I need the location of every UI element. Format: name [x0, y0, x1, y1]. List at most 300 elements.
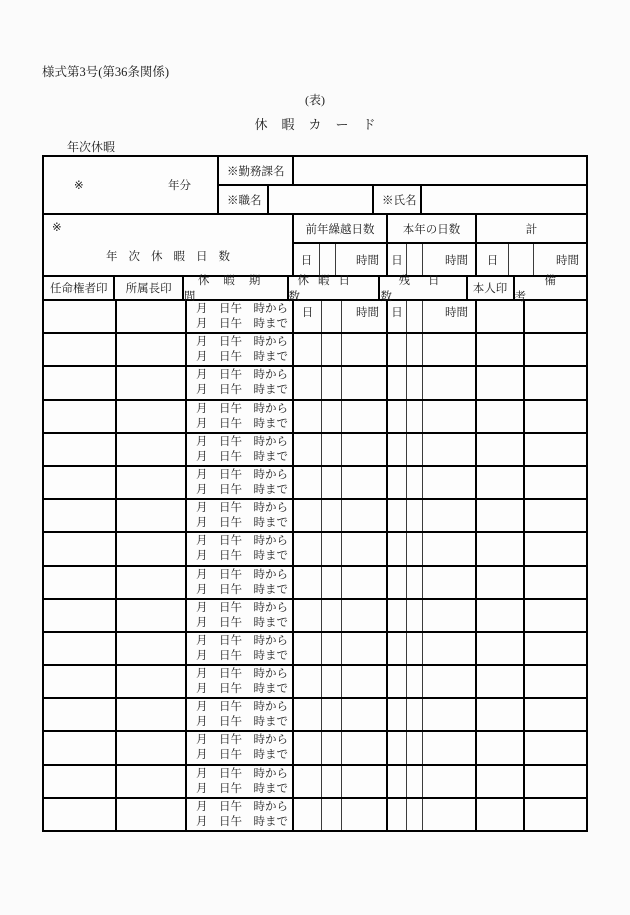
carryover-header: 前年繰越日数 [294, 215, 386, 244]
appointer-seal-cell [44, 799, 117, 830]
period-cell [187, 633, 294, 664]
remaining-day-cell [388, 699, 407, 730]
remaining-cell-group [388, 666, 477, 697]
days-mid-cell [322, 334, 342, 365]
annual-leave-days-cell [44, 215, 294, 275]
days-cell-group [294, 666, 388, 697]
period-to: 月 日午 時まで [196, 483, 288, 496]
remarks-cell [525, 401, 586, 432]
year-suffix: 年分 [168, 180, 191, 192]
period-to: 月 日午 時まで [196, 351, 288, 364]
carryover-value-cell [320, 244, 336, 275]
remarks-cell [525, 799, 586, 830]
identity-right [219, 157, 586, 213]
period-cell [187, 500, 294, 531]
remaining-hour-cell [423, 600, 475, 631]
leave-row [44, 766, 586, 799]
period-from: 月 日午 時から [196, 734, 288, 747]
period-cell [187, 567, 294, 598]
period-from: 月 日午 時から [196, 303, 288, 315]
days-cell-group [294, 567, 388, 598]
remaining-day-cell [388, 367, 407, 398]
remarks-cell [525, 600, 586, 631]
work-section-row [219, 157, 586, 186]
period-header: 休暇期間 [184, 277, 289, 299]
work-section-label: ※勤務課名 [219, 157, 294, 184]
days-hour-cell [342, 467, 386, 498]
remaining-mid-cell [407, 334, 423, 365]
days-mid-cell [322, 401, 342, 432]
days-hour-cell [342, 434, 386, 465]
carryover-hour-label: 時間 [356, 254, 379, 267]
remarks-cell [525, 334, 586, 365]
remaining-day-cell [388, 334, 407, 365]
remaining-hour-cell [423, 732, 475, 763]
period-from: 月 日午 時から [196, 402, 288, 415]
leave-row [44, 699, 586, 732]
appointer-seal-cell [44, 600, 117, 631]
days-mid-cell [322, 766, 342, 797]
personal-seal-cell [477, 301, 525, 332]
remaining-hour-cell [423, 401, 475, 432]
days-day-cell [294, 567, 322, 598]
remaining-cell-group [388, 600, 477, 631]
appointer-seal-cell [44, 467, 117, 498]
remarks-cell [525, 467, 586, 498]
job-name-row [219, 186, 586, 213]
period-from: 月 日午 時から [196, 601, 288, 614]
days-hour-cell [342, 401, 386, 432]
days-mid-cell [322, 732, 342, 763]
period-to: 月 日午 時まで [196, 649, 288, 662]
days-hour-cell [342, 367, 386, 398]
days-hour-cell [342, 799, 386, 830]
period-cell [187, 732, 294, 763]
days-cell-group [294, 301, 388, 332]
day-unit-label: 日 [301, 307, 314, 319]
remaining-mid-cell [407, 567, 423, 598]
remaining-cell-group [388, 699, 477, 730]
remarks-cell [525, 732, 586, 763]
days-day-cell [294, 434, 322, 465]
remaining-hour-cell [423, 766, 475, 797]
days-summary-section [44, 215, 586, 277]
personal-seal-cell [477, 367, 525, 398]
remaining-day-cell [388, 401, 407, 432]
current-year-hour-label: 時間 [445, 254, 468, 267]
remaining-cell-group [388, 434, 477, 465]
leave-row [44, 567, 586, 600]
period-to: 月 日午 時まで [196, 318, 288, 330]
dept-head-seal-cell [117, 367, 187, 398]
days-mid-cell [322, 567, 342, 598]
remaining-day-cell [388, 799, 407, 830]
days-day-cell [294, 732, 322, 763]
form-number: 様式第3号(第36条関係) [42, 65, 170, 79]
personal-seal-cell [477, 500, 525, 531]
period-to: 月 日午 時まで [196, 815, 288, 828]
hour-unit-label: 時間 [356, 307, 379, 319]
period-to: 月 日午 時まで [196, 517, 288, 530]
current-year-header: 本年の日数 [388, 215, 475, 244]
days-mid-cell [322, 633, 342, 664]
remaining-cell-group [388, 732, 477, 763]
remaining-cell-group [388, 467, 477, 498]
remarks-cell [525, 633, 586, 664]
days-day-cell [294, 666, 322, 697]
days-hour-cell [342, 600, 386, 631]
table-header-row [44, 277, 586, 301]
days-mid-cell [322, 699, 342, 730]
days-day-cell [294, 533, 322, 564]
carryover-values [294, 244, 386, 275]
days-hour-cell [342, 633, 386, 664]
remaining-cell-group [388, 799, 477, 830]
dept-head-seal-cell [117, 633, 187, 664]
leave-row [44, 367, 586, 400]
form-title: 休暇カード [254, 117, 390, 132]
remaining-cell-group [388, 567, 477, 598]
days-cell-group [294, 633, 388, 664]
days-hour-cell [342, 567, 386, 598]
period-cell [187, 434, 294, 465]
remaining-mid-cell [407, 500, 423, 531]
current-year-values [388, 244, 475, 275]
remaining-day-cell [388, 434, 407, 465]
remarks-cell [525, 666, 586, 697]
period-cell [187, 334, 294, 365]
remaining-mid-cell [407, 633, 423, 664]
remaining-hour-cell [423, 334, 475, 365]
remaining-day-cell [388, 666, 407, 697]
period-to: 月 日午 時まで [196, 583, 288, 596]
days-mid-cell [322, 301, 342, 332]
remaining-cell-group [388, 533, 477, 564]
days-hour-cell [342, 732, 386, 763]
days-cell-group [294, 434, 388, 465]
annual-leave-days-title: 年次休暇日数 [106, 251, 241, 263]
personal-seal-cell [477, 633, 525, 664]
work-section-value [294, 157, 586, 184]
remaining-hour-cell [423, 367, 475, 398]
reference-marker: ※ [52, 222, 62, 234]
personal-seal-header: 本人印 [468, 277, 515, 299]
days-day-cell [294, 633, 322, 664]
dept-head-seal-cell [117, 799, 187, 830]
appointer-seal-cell [44, 732, 117, 763]
days-mid-cell [322, 500, 342, 531]
remaining-cell-group [388, 334, 477, 365]
personal-seal-cell [477, 799, 525, 830]
remaining-cell-group [388, 766, 477, 797]
remaining-hour-cell [423, 799, 475, 830]
days-day-cell [294, 367, 322, 398]
period-to: 月 日午 時まで [196, 716, 288, 729]
personal-seal-cell [477, 434, 525, 465]
period-from: 月 日午 時から [196, 668, 288, 681]
leave-row [44, 301, 586, 334]
carryover-day-label: 日 [294, 244, 320, 275]
period-from: 月 日午 時から [196, 634, 288, 647]
days-mid-cell [322, 434, 342, 465]
dept-head-seal-cell [117, 467, 187, 498]
dept-head-seal-cell [117, 401, 187, 432]
personal-seal-cell [477, 401, 525, 432]
period-to: 月 日午 時まで [196, 450, 288, 463]
reference-marker: ※ [74, 180, 84, 192]
total-values [477, 244, 586, 275]
personal-seal-cell [477, 732, 525, 763]
remaining-mid-cell [407, 766, 423, 797]
personal-seal-cell [477, 699, 525, 730]
days-cell-group [294, 533, 388, 564]
total-header: 計 [477, 215, 586, 244]
days-hour-cell [342, 301, 386, 332]
period-from: 月 日午 時から [196, 435, 288, 448]
remaining-hour-cell [423, 500, 475, 531]
days-day-cell [294, 799, 322, 830]
dept-head-seal-cell [117, 334, 187, 365]
remaining-day-cell [388, 301, 407, 332]
period-to: 月 日午 時まで [196, 749, 288, 762]
remarks-cell [525, 367, 586, 398]
leave-row [44, 600, 586, 633]
days-cell-group [294, 500, 388, 531]
remaining-hour-cell [423, 633, 475, 664]
personal-seal-cell [477, 533, 525, 564]
dept-head-seal-cell [117, 567, 187, 598]
period-to: 月 日午 時まで [196, 782, 288, 795]
days-day-cell [294, 401, 322, 432]
period-from: 月 日午 時から [196, 535, 288, 548]
days-cell-group [294, 467, 388, 498]
period-cell [187, 401, 294, 432]
appointer-seal-cell [44, 533, 117, 564]
days-day-cell [294, 766, 322, 797]
remaining-mid-cell [407, 533, 423, 564]
dept-head-seal-cell [117, 699, 187, 730]
carryover-column [294, 215, 388, 275]
days-cell-group [294, 401, 388, 432]
remaining-cell-group [388, 367, 477, 398]
remaining-mid-cell [407, 301, 423, 332]
period-from: 月 日午 時から [196, 568, 288, 581]
days-cell-group [294, 699, 388, 730]
days-hour-cell [342, 500, 386, 531]
days-mid-cell [322, 467, 342, 498]
personal-seal-cell [477, 766, 525, 797]
days-day-cell [294, 334, 322, 365]
current-year-day-label: 日 [388, 244, 407, 275]
days-cell-group [294, 334, 388, 365]
period-to: 月 日午 時まで [196, 683, 288, 696]
days-cell-group [294, 367, 388, 398]
remaining-day-cell [388, 766, 407, 797]
remaining-mid-cell [407, 799, 423, 830]
period-cell [187, 367, 294, 398]
remarks-cell [525, 500, 586, 531]
remaining-day-cell [388, 732, 407, 763]
period-to: 月 日午 時まで [196, 417, 288, 430]
period-from: 月 日午 時から [196, 502, 288, 515]
leave-row [44, 799, 586, 830]
days-mid-cell [322, 533, 342, 564]
days-hour-cell [342, 334, 386, 365]
appointer-seal-header: 任命権者印 [44, 277, 115, 299]
dept-head-seal-cell [117, 434, 187, 465]
days-cell-group [294, 766, 388, 797]
dept-head-seal-cell [117, 666, 187, 697]
leave-rows [44, 301, 586, 830]
remaining-mid-cell [407, 666, 423, 697]
remaining-day-cell [388, 500, 407, 531]
days-mid-cell [322, 666, 342, 697]
remaining-mid-cell [407, 467, 423, 498]
period-from: 月 日午 時から [196, 800, 288, 813]
total-hour-label: 時間 [556, 254, 579, 267]
period-to: 月 日午 時まで [196, 384, 288, 397]
period-cell [187, 467, 294, 498]
period-to: 月 日午 時まで [196, 616, 288, 629]
period-to: 月 日午 時まで [196, 550, 288, 563]
appointer-seal-cell [44, 666, 117, 697]
leave-row [44, 633, 586, 666]
days-mid-cell [322, 367, 342, 398]
remaining-cell-group [388, 301, 477, 332]
days-day-cell [294, 467, 322, 498]
period-from: 月 日午 時から [196, 701, 288, 714]
total-column [477, 215, 586, 275]
period-cell [187, 799, 294, 830]
remaining-cell-group [388, 401, 477, 432]
period-from: 月 日午 時から [196, 336, 288, 349]
leave-row [44, 434, 586, 467]
remaining-day-cell [388, 567, 407, 598]
remaining-hour-cell [423, 301, 475, 332]
period-cell [187, 766, 294, 797]
days-day-cell [294, 301, 322, 332]
personal-seal-cell [477, 334, 525, 365]
personal-seal-cell [477, 467, 525, 498]
leave-card-table [42, 155, 588, 832]
remarks-cell [525, 301, 586, 332]
hour-unit-label: 時間 [445, 307, 468, 319]
remaining-mid-cell [407, 401, 423, 432]
dept-head-seal-cell [117, 600, 187, 631]
period-cell [187, 699, 294, 730]
remaining-hour-cell [423, 666, 475, 697]
remaining-cell-group [388, 500, 477, 531]
days-hour-cell [342, 699, 386, 730]
period-cell [187, 666, 294, 697]
appointer-seal-cell [44, 633, 117, 664]
remaining-mid-cell [407, 434, 423, 465]
day-unit-label: 日 [391, 307, 403, 319]
period-cell [187, 533, 294, 564]
remaining-cell-group [388, 633, 477, 664]
period-cell [187, 301, 294, 332]
days-mid-cell [322, 799, 342, 830]
period-cell [187, 600, 294, 631]
remaining-hour-cell [423, 467, 475, 498]
days-day-cell [294, 699, 322, 730]
remarks-header: 備考 [514, 275, 586, 303]
leave-row [44, 500, 586, 533]
remaining-hour-cell [423, 434, 475, 465]
total-value-cell [509, 244, 534, 275]
remaining-day-cell [388, 467, 407, 498]
appointer-seal-cell [44, 334, 117, 365]
remaining-header: 残日数 [380, 277, 467, 299]
remaining-mid-cell [407, 732, 423, 763]
leave-row [44, 334, 586, 367]
period-from: 月 日午 時から [196, 468, 288, 481]
leave-row [44, 533, 586, 566]
remaining-day-cell [388, 533, 407, 564]
appointer-seal-cell [44, 699, 117, 730]
name-label: ※氏名 [374, 186, 422, 213]
appointer-seal-cell [44, 766, 117, 797]
days-mid-cell [322, 600, 342, 631]
remaining-mid-cell [407, 367, 423, 398]
days-cell-group [294, 600, 388, 631]
remarks-cell [525, 533, 586, 564]
days-hour-cell [342, 666, 386, 697]
remaining-day-cell [388, 600, 407, 631]
remaining-hour-cell [423, 567, 475, 598]
leave-row [44, 467, 586, 500]
dept-head-seal-header: 所属長印 [115, 277, 183, 299]
job-title-value [269, 186, 374, 213]
leave-row [44, 401, 586, 434]
leave-row [44, 732, 586, 765]
remaining-hour-cell [423, 533, 475, 564]
days-cell-group [294, 732, 388, 763]
appointer-seal-cell [44, 367, 117, 398]
remarks-cell [525, 766, 586, 797]
personal-seal-cell [477, 666, 525, 697]
days-hour-cell [342, 533, 386, 564]
remaining-hour-cell [423, 699, 475, 730]
current-year-value-cell [407, 244, 423, 275]
appointer-seal-cell [44, 401, 117, 432]
remarks-cell [525, 434, 586, 465]
dept-head-seal-cell [117, 533, 187, 564]
appointer-seal-cell [44, 434, 117, 465]
appointer-seal-cell [44, 567, 117, 598]
current-year-column [388, 215, 477, 275]
year-cell [44, 157, 219, 213]
name-value [422, 186, 586, 213]
remaining-mid-cell [407, 600, 423, 631]
period-from: 月 日午 時から [196, 369, 288, 382]
period-from: 月 日午 時から [196, 767, 288, 780]
remarks-cell [525, 699, 586, 730]
side-indicator: (表) [305, 93, 325, 107]
dept-head-seal-cell [117, 301, 187, 332]
days-day-cell [294, 600, 322, 631]
dept-head-seal-cell [117, 732, 187, 763]
days-header: 休暇日数 [289, 277, 381, 299]
days-hour-cell [342, 766, 386, 797]
identity-section [44, 157, 586, 215]
appointer-seal-cell [44, 301, 117, 332]
job-title-label: ※職名 [219, 186, 269, 213]
total-day-label: 日 [477, 244, 509, 275]
personal-seal-cell [477, 567, 525, 598]
remaining-mid-cell [407, 699, 423, 730]
dept-head-seal-cell [117, 500, 187, 531]
